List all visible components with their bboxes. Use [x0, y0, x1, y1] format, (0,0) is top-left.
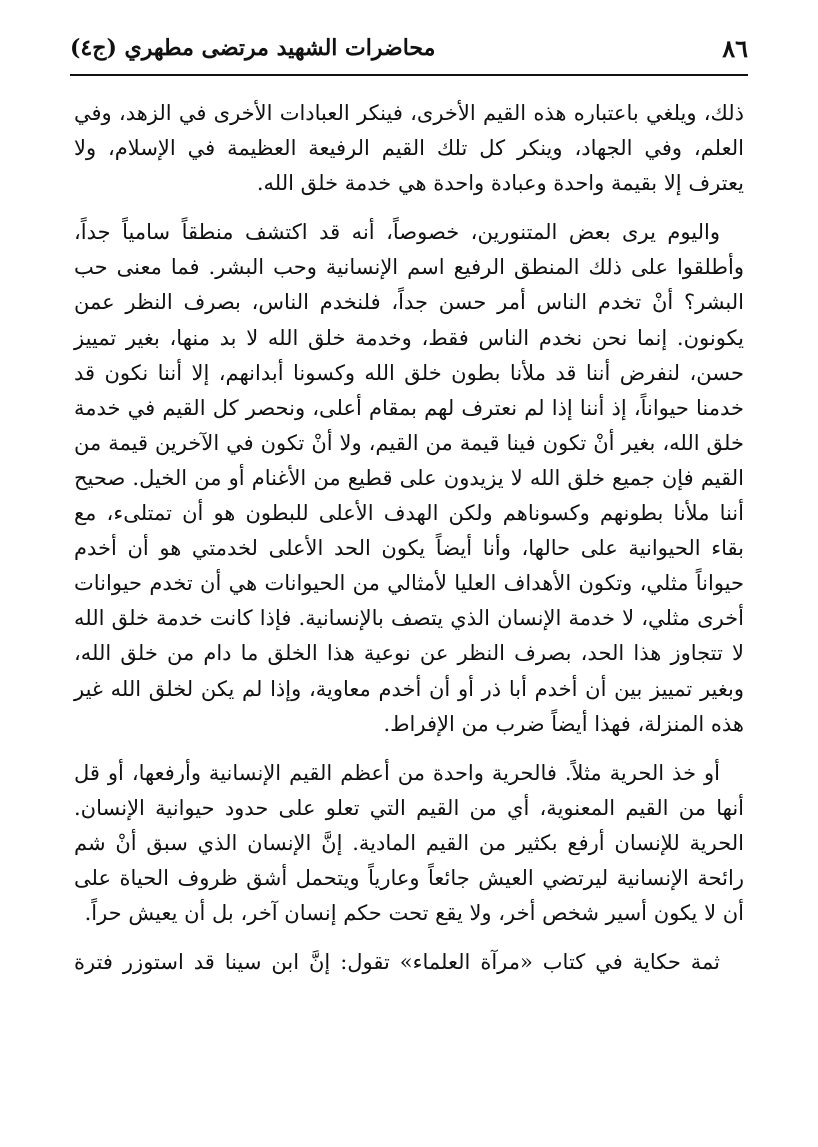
running-title: محاضرات الشهيد مرتضى مطهري (ج٤)	[70, 35, 436, 61]
page-number: ٨٦	[722, 33, 748, 63]
paragraph-continuation: ذلك، ويلغي باعتباره هذه القيم الأخرى، فينكر العبادات الأخرى في الزهد، وفي العلم، وفي الجهاد، وينكر كل تلك القيم الرفيعة العظيمة في الإسلام، ولا يعترف إلا بقيمة واحدة وعبادة واحدة هي خدمة خلق الله.	[74, 101, 744, 196]
paragraph-anecdote: ثمة حكاية في كتاب «مرآة العلماء» تقول: إنَّ ابن سينا قد استوزر فترة	[74, 950, 720, 975]
paragraph-humanism: واليوم يرى بعض المتنورين، خصوصاً، أنه قد اكتشف منطقاً سامياً جداً، وأطلقوا على ذلك المنطق الرفيع اسم الإنسانية وحب البشر. فما معنى حب البشر؟ أنْ تخدم الناس أمر حسن جداً، فلنخدم الناس، بصرف النظر عمن يكونون. إنما نحن نخدم الناس فقط، وخدمة خلق الله لا بد منها، بغير تمييز حسن، لنفرض أننا قد ملأنا بطون خلق الله وكسونا أبدانهم، إلا أننا نكون قد خدمنا حيواناً، إذ أننا إذا لم نعترف لهم بمقام أعلى، ونحصر كل القيم في خدمة خلق الله، بغير أنْ تكون فينا قيمة من القيم، ولا أنْ تكون في الآخرين قيمة من القيم فإن جميع خلق الله لا يزيدون على قطيع من الأغنام أو من الخيل. صحيح أننا ملأنا بطونهم وكسوناهم ولكن الهدف الأعلى للبطون هو أن تمتلىء، مع بقاء الحيوانية على حالها، وأنا أيضاً يكون الحد الأعلى لخدمتي هو أن أخدم حيواناً مثلي، وتكون الأهداف العليا لأمثالي من الحيوانات هي أن تخدم حيوانات أخرى مثلي، لا خدمة الإنسان الذي يتصف بالإنسانية. فإذا كانت خدمة خلق الله لا تتجاوز هذا الحد، بصرف النظر عن نوعية هذا الخلق ما دام من خلق الله، وبغير تمييز بين أن أخدم أبا ذر أو أن أخدم معاوية، وإذا لم يكن لخلق الله غير هذه المنزلة، فهذا أيضاً ضرب من الإفراط.	[74, 220, 744, 736]
header-divider	[70, 74, 748, 76]
page-header	[70, 28, 748, 68]
paragraph-freedom: أو خذ الحرية مثلاً. فالحرية واحدة من أعظم القيم الإنسانية وأرفعها، أو قل أنها من القيم المعنوية، أي من القيم التي تعلو على حدود حيوانية الإنسان. الحرية للإنسان أرفع بكثير من القيم المادية. إنَّ الإنسان الذي سبق أنْ شم رائحة الإنسانية ليرتضي العيش جائعاً وعارياً ويتحمل أشق ظروف الحياة على أن لا يكون أسير شخص أخر، ولا يقع تحت حكم إنسان آخر، بل أن يعيش حراً.	[74, 760, 744, 926]
body-text	[74, 96, 744, 980]
